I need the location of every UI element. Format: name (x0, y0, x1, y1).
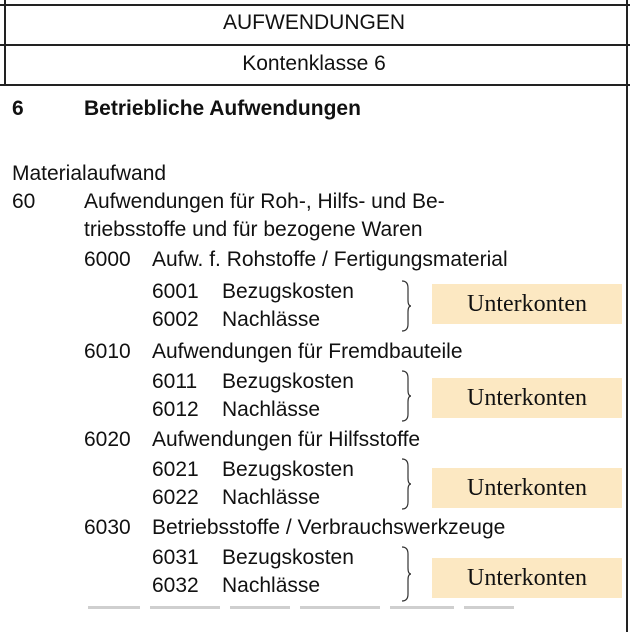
account-number: 6020 (84, 428, 131, 451)
group-number: 60 (12, 190, 36, 213)
table-subtitle: Kontenklasse 6 (242, 52, 386, 75)
subaccount-name: Bezugskosten (222, 458, 354, 481)
account-name: Aufwendungen für Hilfsstoffe (152, 428, 421, 451)
subaccount-name: Nachlässe (222, 308, 321, 331)
group-title-line2: triebsstoffe und für bezogene Waren (84, 218, 423, 241)
subaccount-number: 6021 (152, 458, 199, 481)
brace-icon (400, 546, 412, 602)
subaccount-number: 6031 (152, 546, 199, 569)
table-title: AUFWENDUNGEN (223, 11, 405, 34)
subaccount-number: 6012 (152, 398, 199, 421)
account-number: 6000 (84, 248, 131, 271)
cropped-text-line (88, 606, 528, 614)
subaccount-name: Nachlässe (222, 398, 321, 421)
section-number: 6 (12, 97, 24, 120)
top-border (0, 4, 630, 6)
subaccount-number: 6011 (152, 370, 198, 393)
subaccount-number: 6002 (152, 308, 199, 331)
subaccount-name: Bezugskosten (222, 546, 354, 569)
brace-icon (400, 370, 412, 422)
subaccount-number: 6022 (152, 486, 199, 509)
subaccount-note: Unterkonten (432, 378, 622, 418)
subaccount-number: 6032 (152, 574, 199, 597)
group-title-line1: Aufwendungen für Roh-, Hilfs- und Be- (84, 190, 445, 213)
subaccount-note: Unterkonten (432, 284, 622, 324)
account-name: Betriebsstoffe / Verbrauchswerkzeuge (152, 516, 506, 539)
account-name: Aufw. f. Rohstoffe / Fertigungsmaterial (152, 248, 508, 271)
subaccount-name: Bezugskosten (222, 370, 354, 393)
category-label: Materialaufwand (12, 162, 167, 185)
subaccount-note: Unterkonten (432, 468, 622, 508)
subaccount-name: Bezugskosten (222, 280, 354, 303)
account-name: Aufwendungen für Fremdbauteile (152, 340, 463, 363)
right-border (626, 0, 628, 632)
subaccount-note: Unterkonten (432, 558, 622, 598)
section-title: Betriebliche Aufwendungen (84, 97, 361, 120)
brace-icon (400, 458, 412, 510)
header-divider (0, 44, 630, 46)
subaccount-number: 6001 (152, 280, 199, 303)
account-number: 6030 (84, 516, 131, 539)
subaccount-name: Nachlässe (222, 486, 321, 509)
account-number: 6010 (84, 340, 131, 363)
subaccount-name: Nachlässe (222, 574, 321, 597)
brace-icon (400, 280, 412, 332)
subheader-divider (0, 84, 630, 86)
